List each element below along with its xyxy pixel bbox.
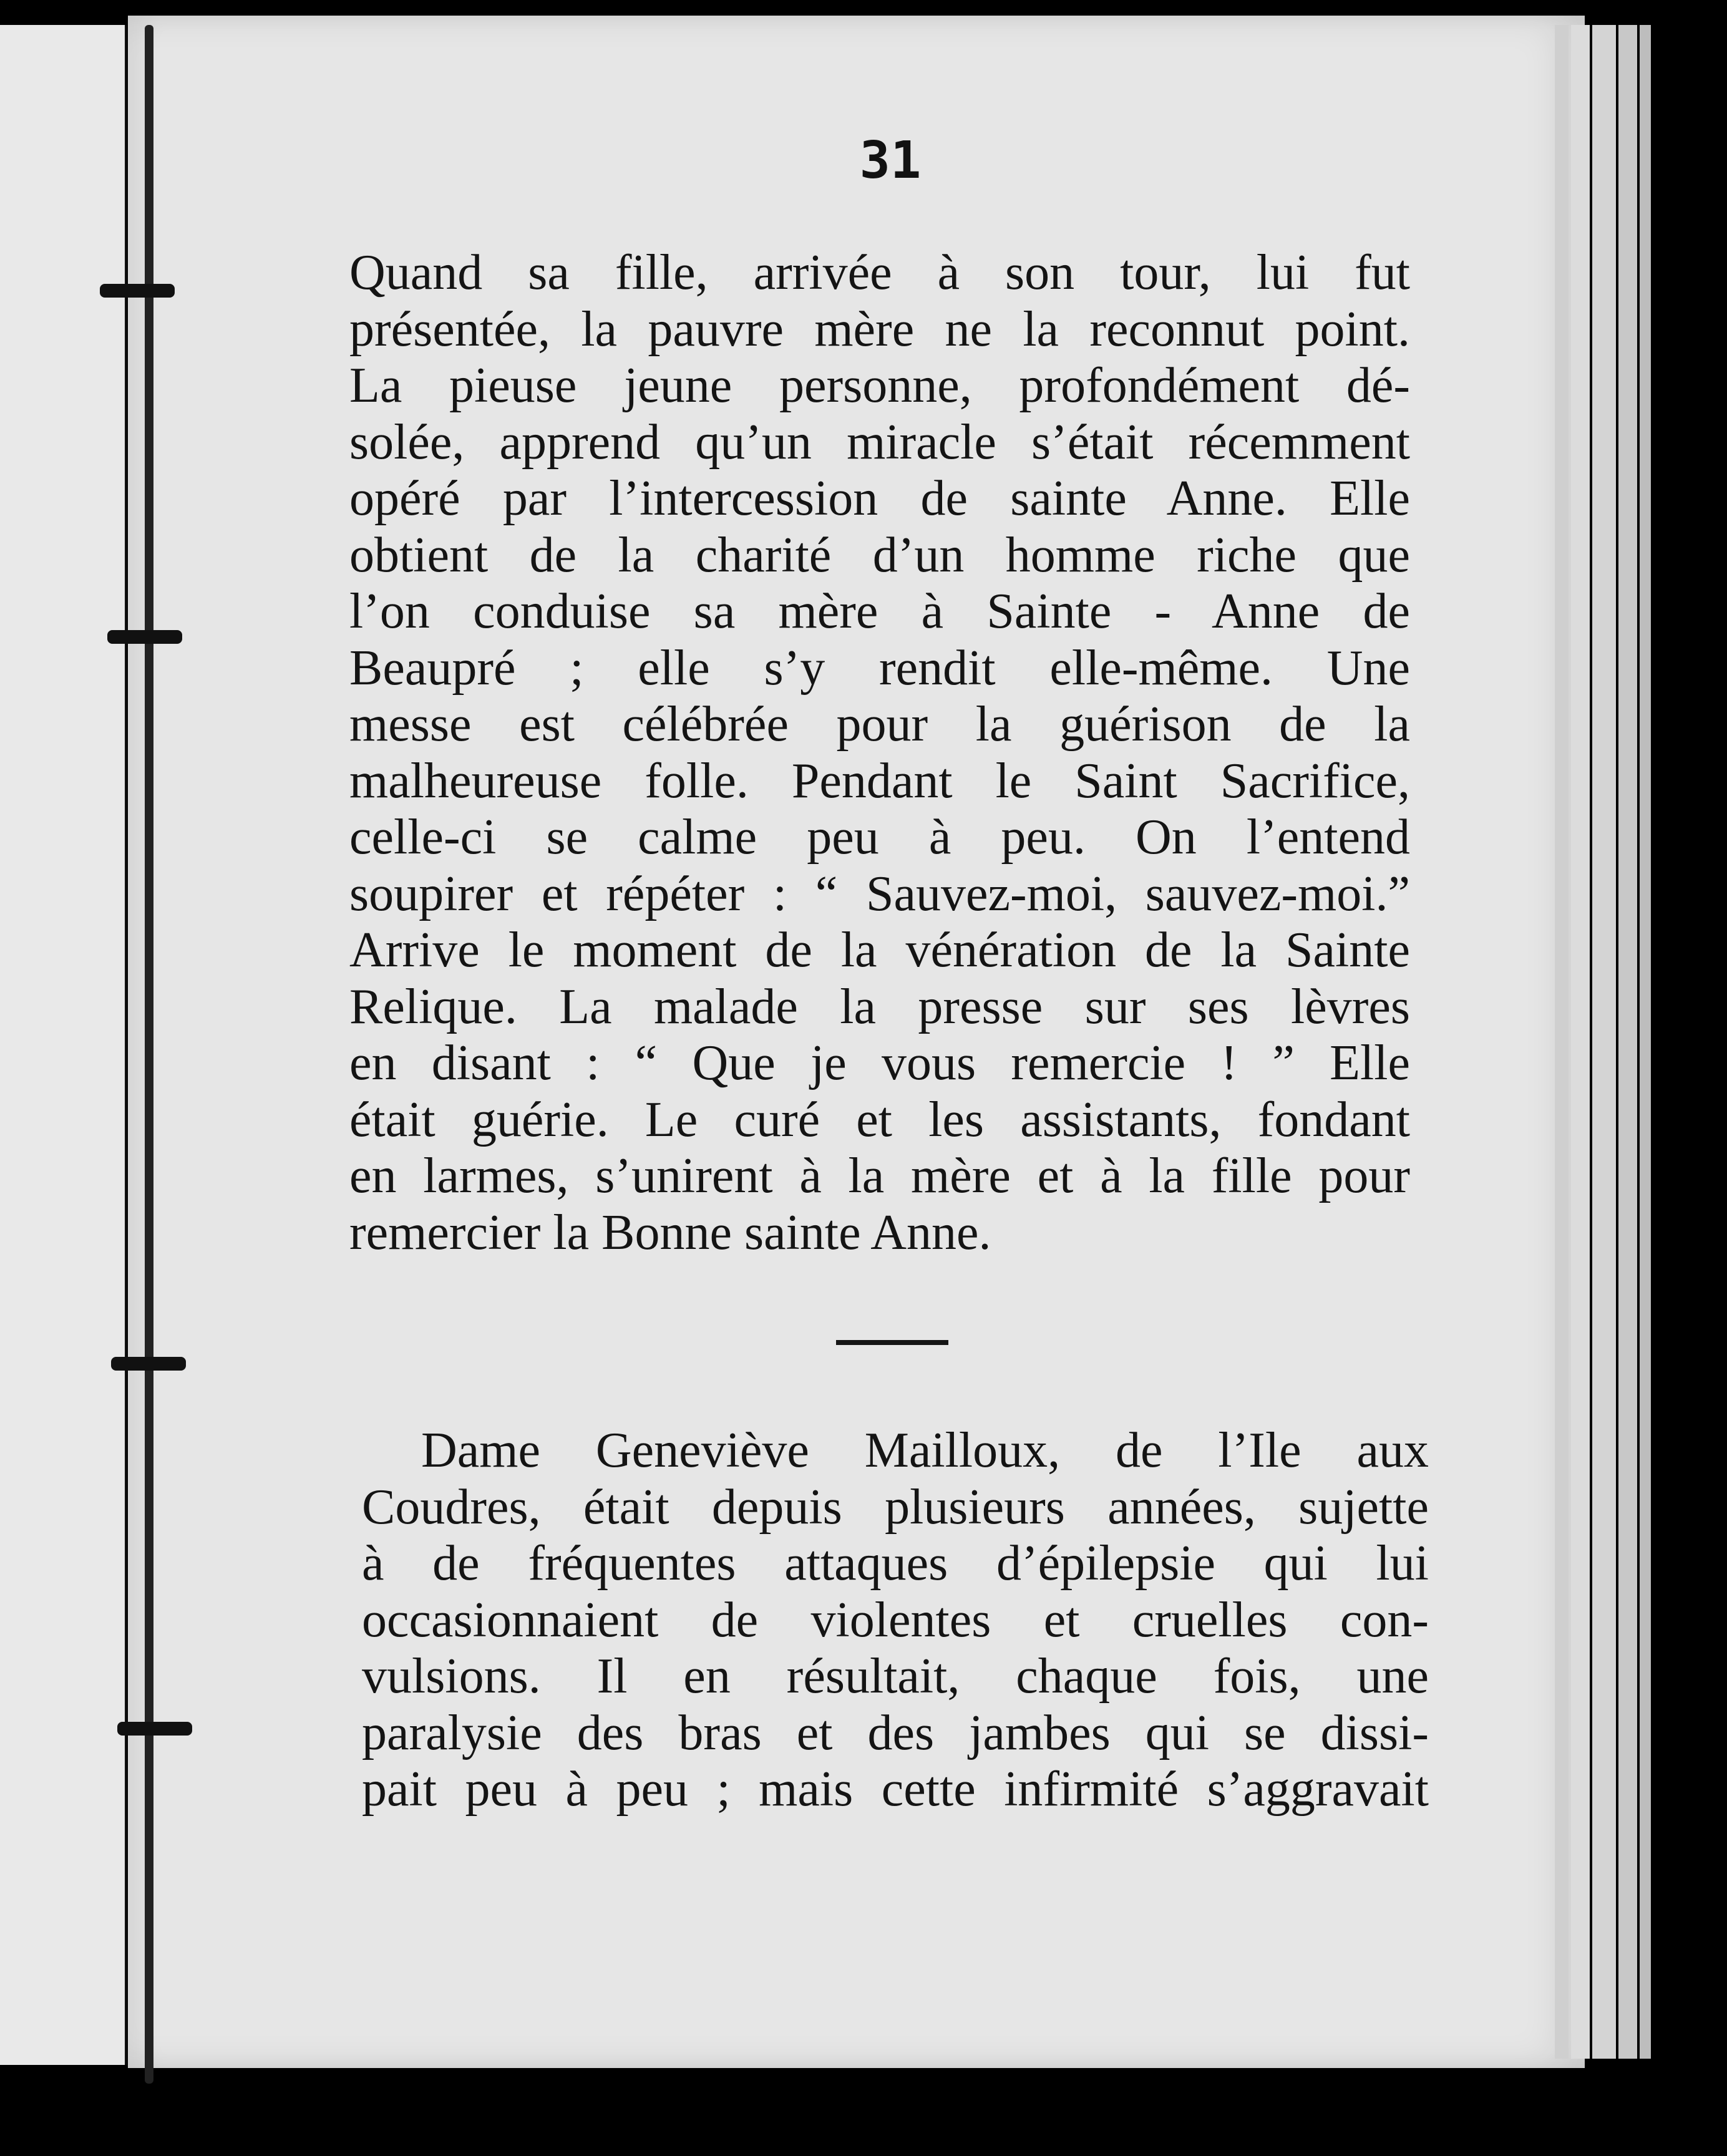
binding-stitch [117,1722,192,1736]
text-line: en larmes, s’unirent à la mère et à la fille pour [349,1148,1410,1203]
text-line: Quand sa fille, arrivée à son tour, lui fut [349,245,1410,300]
text-line: remercier la Bonne sainte Anne. [349,1205,991,1260]
text-line: Dame Geneviève Mailloux, de l’Ile aux [421,1423,1429,1478]
page-edge [1571,25,1590,2059]
paragraph-2 [362,1422,1429,1818]
text-line: était guérie. Le curé et les assistants, fondant [349,1092,1410,1147]
text-line: messe est célébrée pour la guérison de la [349,697,1410,752]
previous-page-edge [0,25,127,2065]
text-line: La pieuse jeune personne, profondément dé- [349,358,1410,413]
text-line: paralysie des bras et des jambes qui se dissi- [362,1705,1429,1760]
text-line: Coudres, était depuis plusieurs années, sujette [362,1479,1429,1535]
text-line: pait peu à peu ; mais cette infirmité s’aggravait [362,1762,1429,1817]
binding-stitch [111,1357,186,1371]
text-line: Arrive le moment de la vénération de la Sainte [349,923,1410,978]
text-line: solée, apprend qu’un miracle s’était récemment [349,414,1410,470]
book-binding [145,25,153,2084]
text-line: présentée, la pauvre mère ne la reconnut point. [349,301,1410,357]
text-line: en disant : “ Que je vous remercie ! ” Elle [349,1036,1410,1090]
binding-stitch [107,630,182,644]
text-line: vulsions. Il en résultait, chaque fois, une [362,1649,1429,1704]
text-line: malheureuse folle. Pendant le Saint Sacrifice, [349,753,1410,808]
text-line: soupirer et répéter : “ Sauvez-moi, sauvez-moi.” [349,866,1410,921]
page-edge [1592,25,1616,2059]
page-edge [1618,25,1637,2059]
page-number: 31 [859,131,922,190]
text-line: Beaupré ; elle s’y rendit elle-même. Une [349,640,1410,696]
text-line: occasionnaient de violentes et cruelles con- [362,1592,1429,1648]
section-separator [836,1340,948,1345]
text-line: Relique. La malade la presse sur ses lèvres [349,979,1410,1034]
text-line: obtient de la charité d’un homme riche que [349,527,1410,583]
page-edge [1555,25,1569,2059]
paragraph-1 [349,245,1410,1261]
text-line: à de fréquentes attaques d’épilepsie qui lui [362,1536,1429,1591]
text-line: opéré par l’intercession de sainte Anne. Elle [349,471,1410,526]
binding-stitch [100,284,175,298]
page-edge [1640,25,1651,2059]
text-line: l’on conduise sa mère à Sainte - Anne de [349,584,1410,639]
text-line: celle-ci se calme peu à peu. On l’entend [349,810,1410,865]
